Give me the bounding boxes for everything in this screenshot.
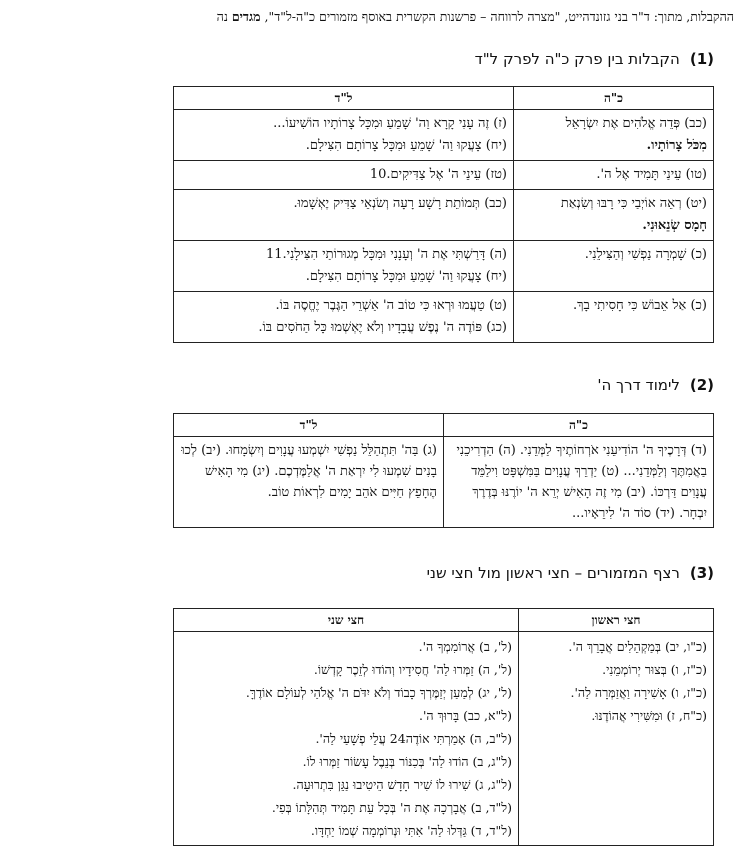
column-header-25: כ"ה xyxy=(444,414,714,437)
list-item: (ל', יג) לְמַעַן יְזַמֶּרְךָ כָבוֹד וְלֹא יִדֹּם ה' אֱלֹהַי לְעוֹלָם אוֹדֶךָּ. xyxy=(245,685,512,700)
list-item: (ל', ה) זַמְּרוּ לַה' חֲסִידָיו וְהוֹדוּ לְזֵכֶר קָדְשׁוֹ. xyxy=(313,662,512,677)
list-item: (ל"ג, ג) שִׁירוּ לוֹ שִׁיר חָדָשׁ הֵיטִיבוּ נַגֵּן בִּתְרוּעָה. xyxy=(292,777,512,792)
cell-text: (יח) צָעֲקוּ וַה' שָׁמֵעַ וּמִכָּל צָרוֹתָם הִצִּילָם. xyxy=(305,269,507,284)
list-item: (כ"ו, יב) בְּמַקְהֵלִים אֲבָרֵךְ ה'. xyxy=(568,639,707,654)
cell-text: (כג) פּוֹדֶה ה' נֶפֶשׁ עֲבָדָיו וְלֹא יֶאְשְׁמוּ כָּל הַחֹסִים בּוֹ. xyxy=(258,320,507,335)
cell-text: (ט) טַעֲמוּ וּרְאוּ כִּי טוֹב ה' אַשְׁרֵי הַגֶּבֶר יֶחֱסֶה בּוֹ. xyxy=(275,298,507,313)
cell-text: (כ) אַל אֵבוֹשׁ כִּי חָסִיתִי בָךְ. xyxy=(572,298,707,313)
section-1-number: (1) xyxy=(689,50,714,68)
cell-text: (ד) דְּרָכֶיךָ ה' הוֹדִיעֵנִי אֹרְחוֹתֶיךָ לַמְּדֵנִי. (ה) הַדְרִיכֵנִי בַאֲמִתֶּךָ וְלַמְּדֵנִי... (ט) יַדְרֵךְ עֲנָוִים בַּמִּשְׁפָּט וִילַמֵּד עֲנָוִים דַּרְכּוֹ. (יב) מִי זֶה הָאִישׁ יְרֵא ה' יוֹרֶנּוּ בְּדֶרֶךְ יִבְחָר. (יד) סוֹד ה' לִירֵאָיו... xyxy=(444,437,714,528)
list-item: (ל"ד, ד) גַּדְּלוּ לַה' אִתִּי וּנְרוֹמְמָה שְׁמוֹ יַחְדָּו. xyxy=(310,823,512,838)
section-3-heading: רצף המזמורים – חצי ראשון מול חצי שני xyxy=(426,564,680,582)
table-row xyxy=(174,437,714,528)
list-item: (ל"ב, ה) אָמַרְתִּי אוֹדֶה24 עֲלֵי פְשָׁעַי לַה'. xyxy=(315,731,512,746)
citation-text: ההקבלות, מתוך: ד"ר בני גזונדהייט, "מצרה לרווחה – פרשנות הקשרית באוסף מזמורים כ"ה-ל"ד", xyxy=(260,9,734,24)
list-item: (ל', ב) אֲרוֹמִמְךָ ה'. xyxy=(418,639,512,654)
cell-text: (ה) דָּרַשְׁתִּי אֶת ה' וְעָנָנִי וּמִכָּל מְגוּרוֹתַי הִצִּילָנִי.11 xyxy=(266,247,507,262)
section-2-title xyxy=(597,376,714,394)
section-3-title xyxy=(427,564,714,582)
section-1-heading: הקבלות בין פרק כ"ה לפרק ל"ד xyxy=(474,50,680,68)
cell-text: (יט) רְאֵה אוֹיְבַי כִּי רָבּוּ וְשִׂנְאַת xyxy=(560,196,707,211)
cell-text: (ז) זֶה עָנִי קָרָא וַה' שָׁמֵעַ וּמִכָּל צָרוֹתָיו הוֹשִׁיעוֹ... xyxy=(273,116,507,131)
column-header-34: ל"ד xyxy=(174,87,514,110)
section-1-title xyxy=(475,50,714,68)
column-header-second-half: חצי שני xyxy=(174,609,519,632)
cell-text: חָמָס שְׂנֵאוּנִי. xyxy=(642,218,707,233)
section-2-number: (2) xyxy=(689,376,714,394)
section-3-number: (3) xyxy=(689,564,714,582)
sequence-table xyxy=(173,608,714,846)
column-header-34: ל"ד xyxy=(174,414,444,437)
list-item: (כ"ח, ז) וּמִשִּׁירִי אֲהוֹדֶנּוּ. xyxy=(591,708,707,723)
list-item: (ל"ד, ב) אֲבָרְכָה אֶת ה' בְּכָל עֵת תָּמִיד תְּהִלָּתוֹ בְּפִי. xyxy=(271,800,512,815)
cell-text: (כב) תְּמוֹתֵת רָשָׁע רָעָה וְשֹׂנְאֵי צַדִּיק יֶאְשָׁמוּ. xyxy=(293,196,507,211)
citation-issue: נה xyxy=(216,9,232,24)
table-row xyxy=(174,241,714,292)
learning-table xyxy=(173,413,714,528)
column-header-25: כ"ה xyxy=(514,87,714,110)
parallels-table xyxy=(173,86,714,343)
table-row xyxy=(174,110,714,161)
citation-header xyxy=(8,9,734,25)
list-item: (כ"ז, ו) בְּצוּר יְרוֹמְמֵנִי. xyxy=(602,662,707,677)
cell-text: (ג) בַּה' תִּתְהַלֵּל נַפְשִׁי יִשְׁמְעוּ עֲנָוִים וְיִשְׂמָחוּ. (יב) לְכוּ בָנִים שִׁמְעוּ לִי יִרְאַת ה' אֲלַמֶּדְכֶם. (יג) מִי הָאִישׁ הֶחָפֵץ חַיִּים אֹהֵב יָמִים לִרְאוֹת טוֹב. xyxy=(174,437,444,528)
cell-text: (יח) צָעֲקוּ וַה' שָׁמֵעַ וּמִכָּל צָרוֹתָם הִצִּילָם. xyxy=(305,138,507,153)
list-item: (ל"א, כב) בָּרוּךְ ה'. xyxy=(419,708,512,723)
table-row xyxy=(174,190,714,241)
column-header-first-half: חצי ראשון xyxy=(519,609,714,632)
cell-text: (כב) פְּדֵה אֱלֹהִים אֶת יִשְׂרָאֵל xyxy=(565,116,707,131)
cell-text: (טו) עֵינַי תָּמִיד אֶל ה'. xyxy=(596,167,707,182)
cell-text: מִכֹּל צָרוֹתָיו. xyxy=(646,138,707,153)
table-row xyxy=(174,632,714,846)
table-row xyxy=(174,161,714,190)
cell-text: (טז) עֵינֵי ה' אֶל צַדִּיקִים.10 xyxy=(369,167,507,182)
list-item: (כ"ז, ו) אָשִׁירָה וַאֲזַמְּרָה לַה'. xyxy=(570,685,707,700)
section-2-heading: לימוד דרך ה' xyxy=(597,376,680,394)
table-row xyxy=(174,292,714,343)
citation-journal: מגדים xyxy=(231,9,261,24)
cell-text: (כ) שָׁמְרָה נַפְשִׁי וְהַצִּילֵנִי. xyxy=(584,247,707,262)
list-item: (ל"ג, ב) הוֹדוּ לַה' בְּכִנּוֹר בְּנֵבֶל עָשׂוֹר זַמְּרוּ לוֹ. xyxy=(302,754,512,769)
